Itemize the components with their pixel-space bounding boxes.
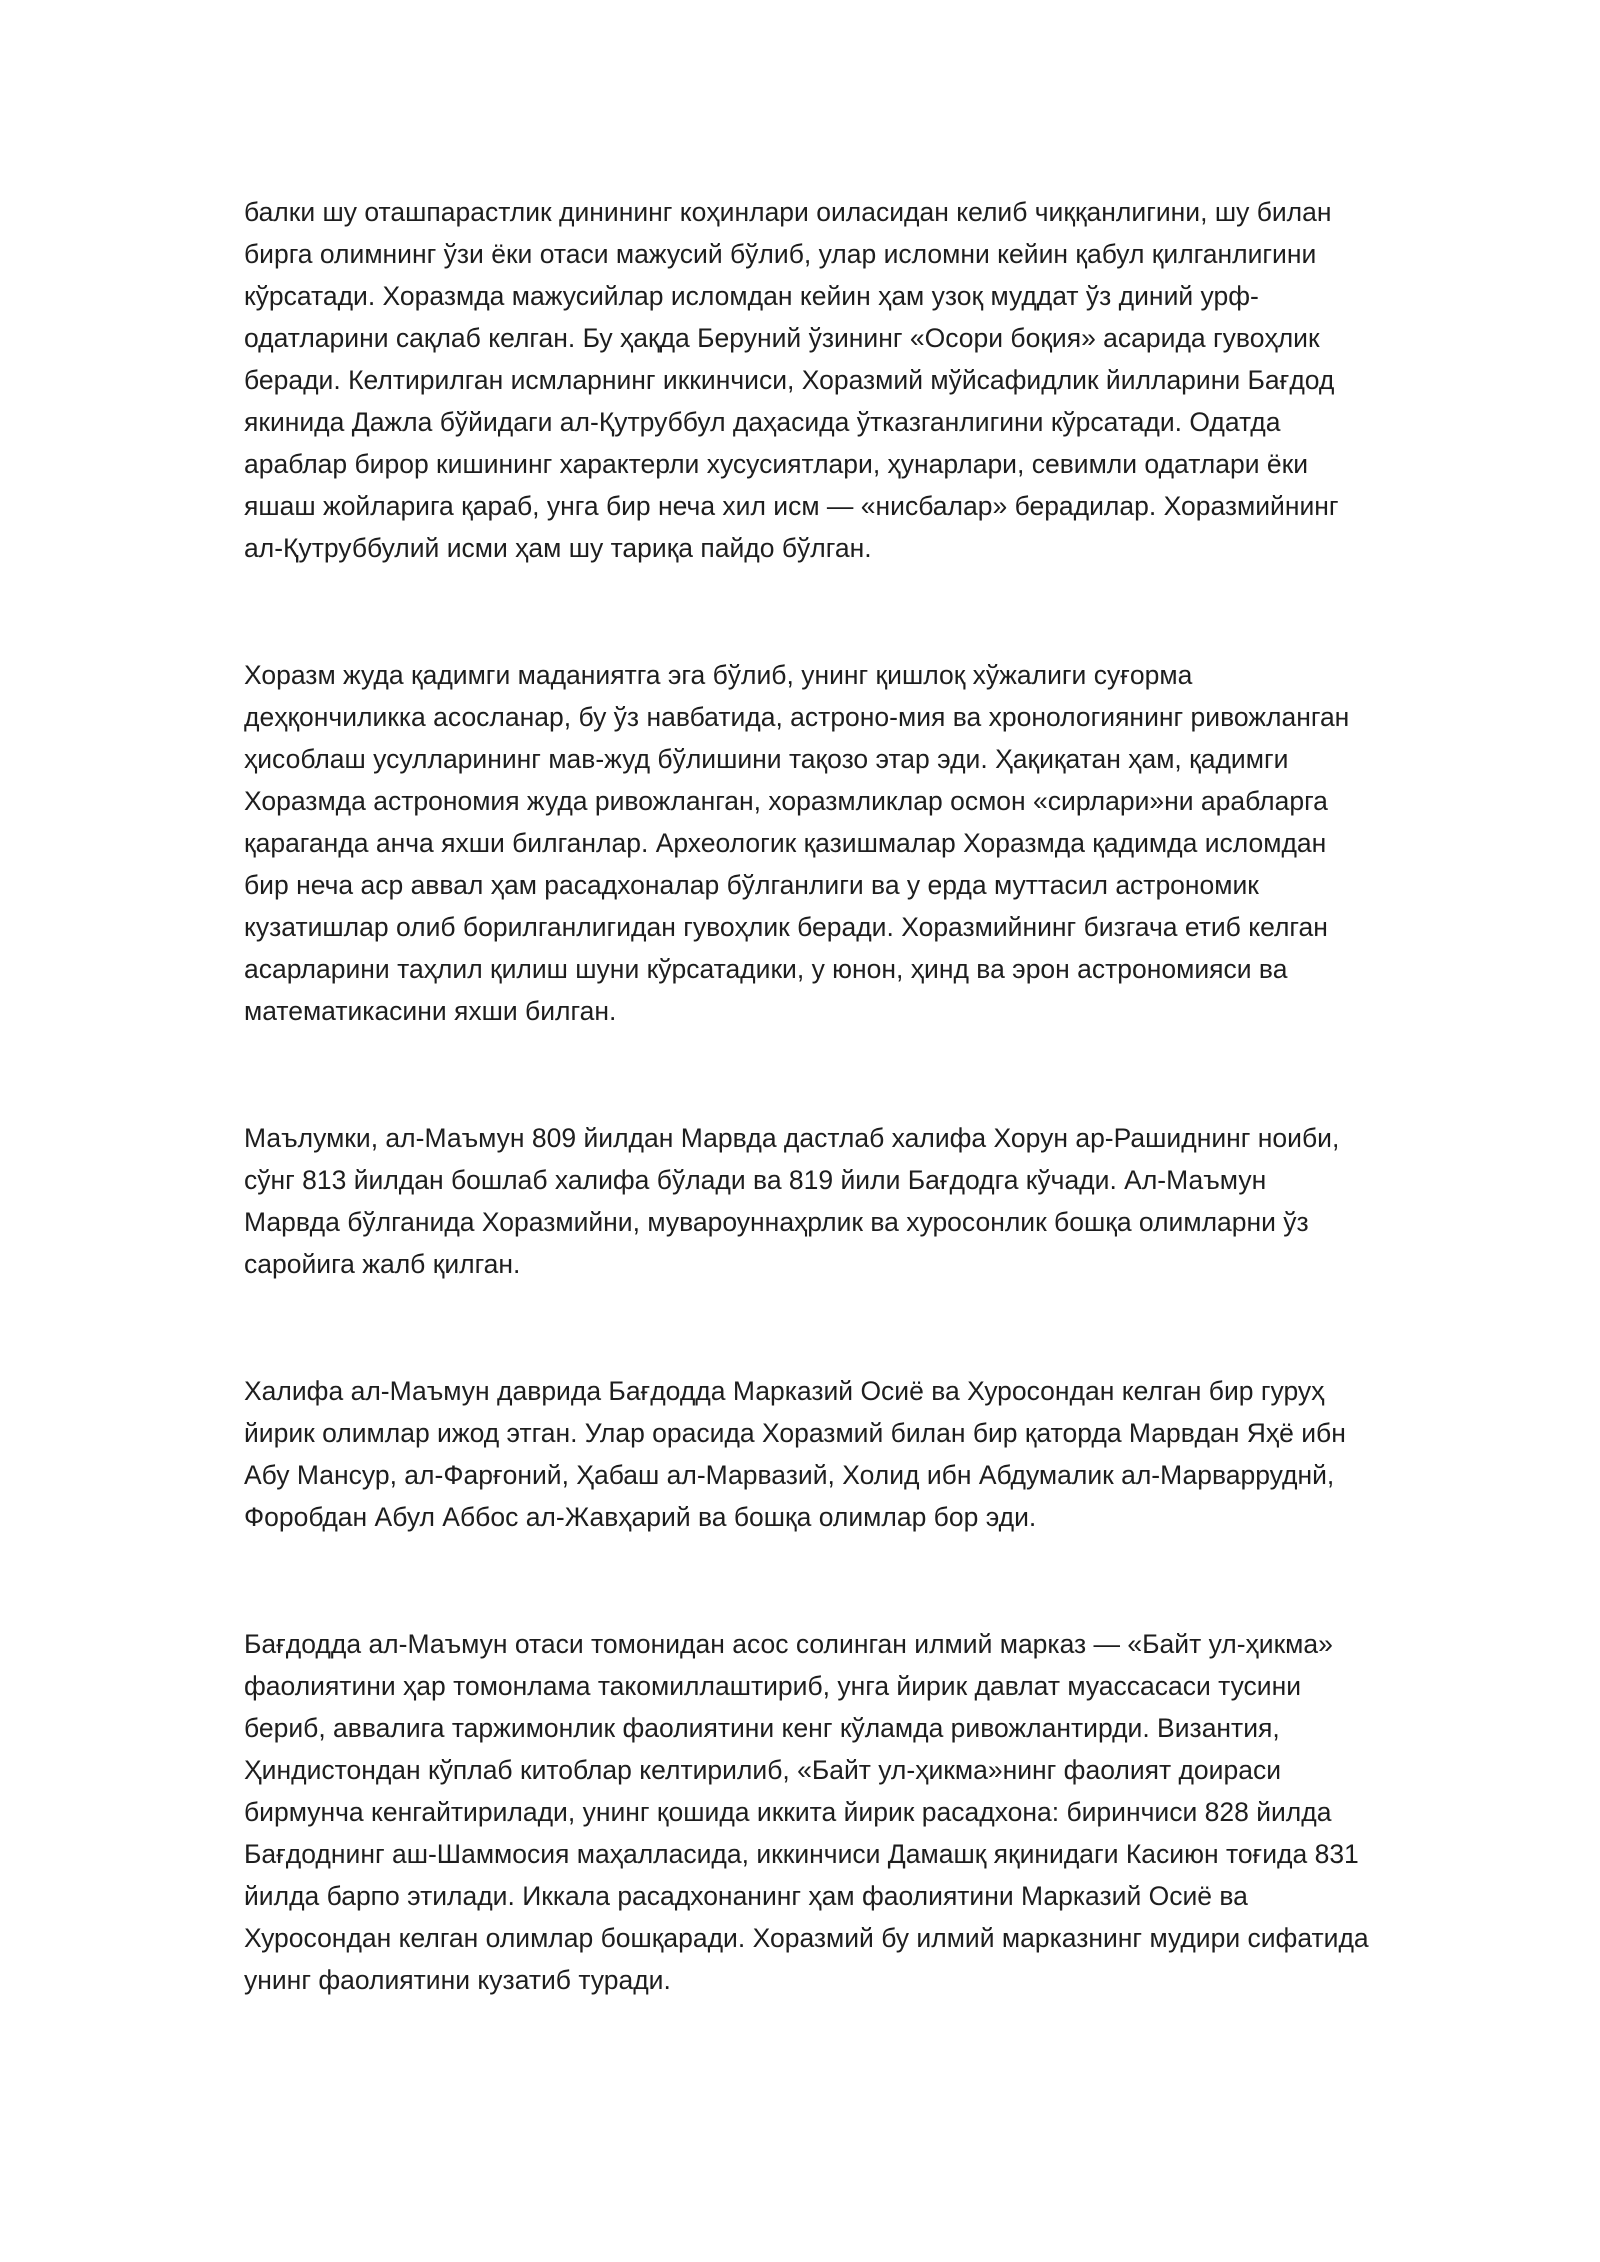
paragraph-khorezmi-names: балки шу оташпарастлик динининг коҳинлари оиласидан келиб чиққанлигини, шу билан бирга олимнинг ўзи ёки отаси мажусий бўлиб, улар исломни кейин қабул қилганлигини кўрсатади. Хоразмда мажусийлар исломдан кейин ҳам узоқ муддат ўз диний урф-одатларини сақлаб келган. Бу ҳақда Беруний ўзининг «Осори боқия» асарида гувоҳлик беради. Келтирилган исмларнинг иккинчиси, Хоразмий мўйсафидлик йилларини Бағдод якинида Дажла бўйидаги ал-Қутруббул даҳасида ўтказганлигини кўрсатади. Одатда араблар бирор кишининг характерли хусусиятлари, ҳунарлари, севимли одатлари ёки яшаш жойларига қараб, унга бир неча хил исм — «нисбалар» берадилар. Хоразмийнинг ал-Қутруббулий исми ҳам шу тариқа пайдо бўлган.: [244, 197, 1339, 563]
paragraph-bayt-al-hikma: Бағдодда ал-Маъмун отаси томонидан асос солинган илмий марказ — «Байт ул-ҳикма» фаолиятини ҳар томонлама такомиллаштириб, унга йирик давлат муассасаси тусини бериб, аввалига таржимонлик фаолиятини кенг кўламда ривожлантирди. Византия, Ҳиндистондан кўплаб китоблар келтирилиб, «Байт ул-ҳикма»нинг фаолият доираси бирмунча кенгайтирилади, унинг қошида иккита йирик расадхона: биринчиси 828 йилда Бағдоднинг аш-Шаммосия маҳалласида, иккинчиси Дамашқ яқинидаги Касиюн тоғида 831 йилда барпо этилади. Иккала расадхонанинг ҳам фаолиятини Марказий Осиё ва Хуросондан келган олимлар бошқаради. Хоразмий бу илмий марказнинг мудири сифатида унинг фаолиятини кузатиб туради.: [244, 1629, 1369, 1995]
paragraph-al-mamun-marv: Маълумки, ал-Маъмун 809 йилдан Марвда дастлаб халифа Хорун ар-Рашиднинг ноиби, сўнг 813 йилдан бошлаб халифа бўлади ва 819 йили Бағдодга кўчади. Ал-Маъмун Марвда бўлганида Хоразмийни, мувароуннаҳрлик ва хуросонлик бошқа олимларни ўз саройига жалб қилган.: [244, 1123, 1340, 1279]
paragraph-baghdad-scholars: Халифа ал-Маъмун даврида Бағдодда Марказий Осиё ва Хуросондан келган бир гуруҳ йирик олимлар ижод этган. Улар орасида Хоразмий билан бир қаторда Марвдан Яҳё ибн Абу Мансур, ал-Фарғоний, Ҳабаш ал-Марвазий, Холид ибн Абдумалик ал-Марварруднй, Форобдан Абул Аббос ал-Жавҳарий ва бошқа олимлар бор эди.: [244, 1376, 1346, 1532]
document-body: [244, 191, 1369, 2001]
paragraph-khorezm-astronomy: Хоразм жуда қадимги маданиятга эга бўлиб, унинг қишлоқ хўжалиги суғорма деҳқончиликка асосланар, бу ўз навбатида, астроно-мия ва хронологиянинг ривожланган ҳисоблаш усулларининг мав-жуд бўлишини тақозо этар эди. Ҳақиқатан ҳам, қадимги Хоразмда астрономия жуда ривожланган, хоразмликлар осмон «сирлари»ни арабларга қараганда анча яхши билганлар. Археологик қазишмалар Хоразмда қадимда исломдан бир неча аср аввал ҳам расадхоналар бўлганлиги ва у ерда муттасил астрономик кузатишлар олиб борилганлигидан гувоҳлик беради. Хоразмийнинг бизгача етиб келган асарларини таҳлил қилиш шуни кўрсатадики, у юнон, ҳинд ва эрон астрономияси ва математикасини яхши билган.: [244, 660, 1350, 1026]
